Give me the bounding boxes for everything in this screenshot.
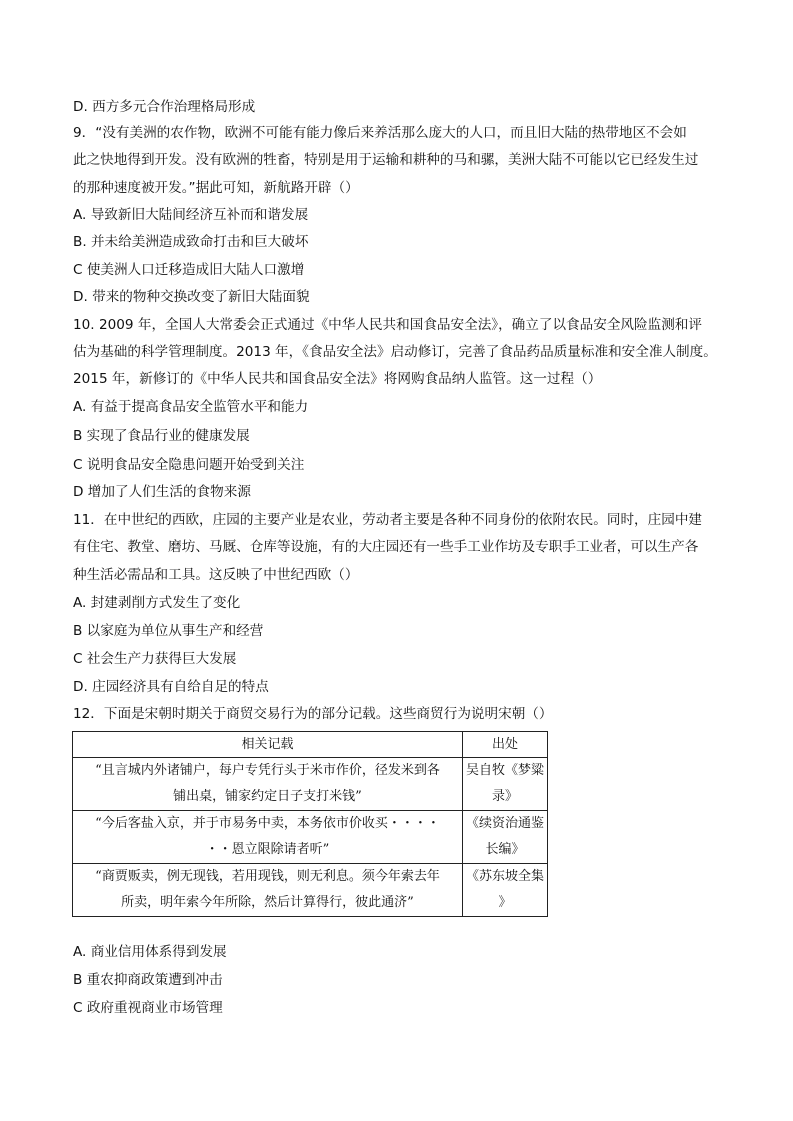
- q11-stem-line-2: 有住宅、教堂、磨坊、马厩、仓库等设施，有的大庄园还有一些手工业作坊及专职手工业者，可以生产各: [73, 539, 699, 555]
- q11-option-d[interactable]: D. 庄园经济具有自给自足的特点: [73, 679, 269, 695]
- header-records: 相关记载: [73, 732, 463, 758]
- q11-stem-line-1: 11．在中世纪的西欧，庄园的主要产业是农业，劳动者主要是各种不同身份的依附农民。同时，庄园中建: [73, 512, 703, 528]
- table-row: [73, 758, 548, 811]
- q11-option-c[interactable]: C 社会生产力获得巨大发展: [73, 651, 237, 667]
- q11-option-a[interactable]: A. 封建剥削方式发生了变化: [73, 595, 241, 611]
- q9-option-c[interactable]: C 使美洲人口迁移造成旧大陆人口激增: [73, 262, 305, 278]
- source-cell: [463, 758, 548, 811]
- record-line: 所卖，明年索今年所除，然后计算得行，彼此通济”: [121, 895, 414, 910]
- q10-stem-line-3: 2015 年，新修订的《中华人民共和国食品安全法》将网购食品纳人监管。这一过程（）: [73, 371, 602, 387]
- record-line: “今后客盐入京，并于市易务中卖，本务依市价收买・・・・: [95, 816, 440, 831]
- d-option-prev: D. 西方多元合作治理格局形成: [73, 99, 256, 115]
- record-cell: [73, 758, 463, 811]
- table-row: [73, 811, 548, 864]
- header-source: 出处: [463, 732, 548, 758]
- q10-stem-line-1: 10. 2009 年，全国人大常委会正式通过《中华人民共和国食品安全法》，确立了以食品安全风险监测和评: [73, 317, 702, 333]
- q10-option-b[interactable]: B 实现了食品行业的健康发展: [73, 428, 250, 444]
- q12-option-c[interactable]: C 政府重视商业市场管理: [73, 1000, 223, 1016]
- source-line: 》: [498, 895, 512, 910]
- source-line: 《续资治通鉴: [465, 816, 544, 831]
- record-cell: [73, 811, 463, 864]
- record-line: “商贾贩卖，例无现钱，若用现钱，则无利息。须今年索去年: [95, 869, 440, 884]
- q12-stem: 12．下面是宋朝时期关于商贸交易行为的部分记载。这些商贸行为说明宋朝（）: [73, 706, 553, 722]
- table-header-row: [73, 732, 548, 758]
- q12-option-b[interactable]: B 重农抑商政策遭到冲击: [73, 972, 223, 988]
- q10-option-c[interactable]: C 说明食品安全隐患问题开始受到关注: [73, 457, 305, 473]
- q9-stem-line-2: 此之快地得到开发。没有欧洲的牲畜，特别是用于运输和耕种的马和骡，美洲大陆不可能以它已经发生过: [73, 152, 699, 168]
- record-line: ・・恩立限除请者听”: [205, 842, 330, 857]
- record-cell: [73, 864, 463, 917]
- q9-option-a[interactable]: A. 导致新旧大陆间经济互补而和谐发展: [73, 207, 309, 223]
- source-cell: [463, 811, 548, 864]
- record-line: “且言城内外诸铺户，每户专凭行头于米市作价，径发米到各: [95, 763, 440, 778]
- q12-option-a[interactable]: A. 商业信用体系得到发展: [73, 944, 227, 960]
- records-table: [72, 731, 548, 917]
- source-line: 吴自牧《梦粱: [465, 763, 544, 778]
- record-line: 铺出桌，铺家约定日子支打米钱”: [173, 789, 362, 804]
- source-line: 长编》: [485, 842, 525, 857]
- q9-option-b[interactable]: B. 并未给美洲造成致命打击和巨大破坏: [73, 234, 309, 250]
- q11-option-b[interactable]: B 以家庭为单位从事生产和经营: [73, 623, 264, 639]
- q11-stem-line-3: 种生活必需品和工具。这反映了中世纪西欧（）: [73, 567, 359, 583]
- q9-option-d[interactable]: D. 带来的物种交换改变了新旧大陆面貌: [73, 289, 310, 305]
- source-line: 录》: [491, 789, 518, 804]
- source-cell: [463, 864, 548, 917]
- q10-option-a[interactable]: A. 有益于提高食品安全监管水平和能力: [73, 399, 309, 415]
- q10-option-d[interactable]: D 增加了人们生活的食物来源: [73, 484, 251, 500]
- table-row: [73, 864, 548, 917]
- q9-stem-line-3: 的那种速度被开发。”据此可知，新航路开辟（）: [73, 180, 359, 196]
- q10-stem-line-2: 估为基础的科学管理制度。2013 年，《食品安全法》启动修订，完善了食品药品质量标准和安全准人制度。: [73, 344, 717, 360]
- source-line: 《苏东坡全集: [465, 869, 544, 884]
- q9-stem-line-1: 9．“没有美洲的农作物，欧洲不可能有能力像后来养活那么庞大的人口，而且旧大陆的热带地区不会如: [73, 125, 687, 141]
